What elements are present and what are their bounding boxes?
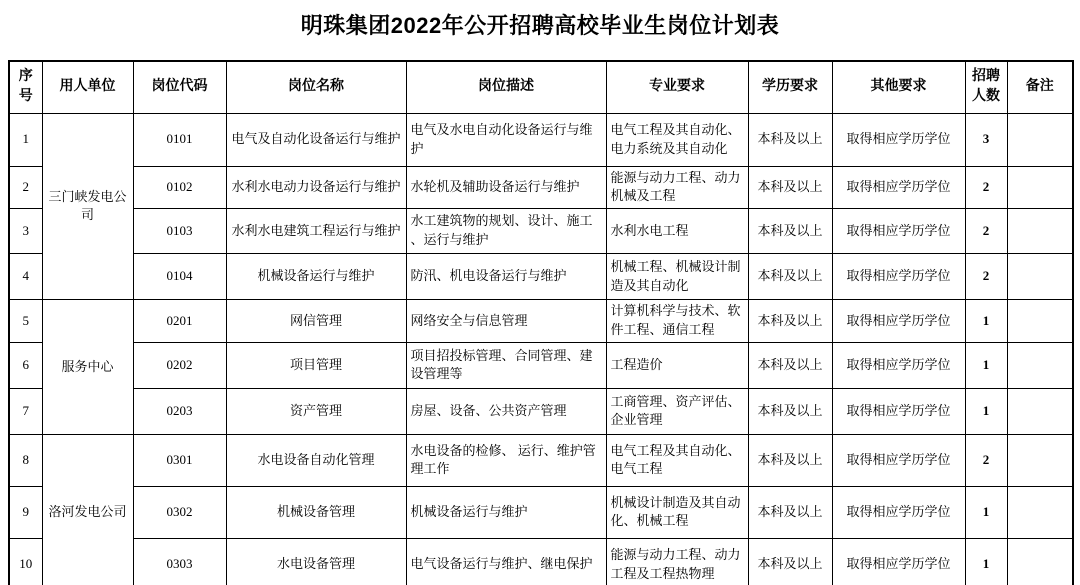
cell-note bbox=[1007, 538, 1073, 585]
cell-name: 机械设备运行与维护 bbox=[226, 254, 406, 300]
table-header-row bbox=[9, 61, 1073, 113]
cell-other: 取得相应学历学位 bbox=[832, 434, 965, 486]
cell-name: 水电设备管理 bbox=[226, 538, 406, 585]
cell-note bbox=[1007, 113, 1073, 166]
cell-name: 项目管理 bbox=[226, 342, 406, 388]
cell-other: 取得相应学历学位 bbox=[832, 342, 965, 388]
cell-name: 水利水电建筑工程运行与维护 bbox=[226, 209, 406, 254]
cell-other: 取得相应学历学位 bbox=[832, 486, 965, 538]
cell-serial: 1 bbox=[9, 113, 42, 166]
cell-code: 0104 bbox=[133, 254, 226, 300]
cell-code: 0202 bbox=[133, 342, 226, 388]
cell-major: 工程造价 bbox=[606, 342, 748, 388]
table-row bbox=[9, 538, 1073, 585]
cell-name: 网信管理 bbox=[226, 300, 406, 343]
cell-major: 能源与动力工程、动力工程及工程热物理 bbox=[606, 538, 748, 585]
cell-major: 计算机科学与技术、软件工程、通信工程 bbox=[606, 300, 748, 343]
cell-education: 本科及以上 bbox=[748, 209, 832, 254]
cell-description: 网络安全与信息管理 bbox=[406, 300, 606, 343]
cell-count: 1 bbox=[965, 388, 1007, 434]
column-header-6: 学历要求 bbox=[748, 61, 832, 113]
column-header-1: 用人单位 bbox=[42, 61, 133, 113]
cell-serial: 8 bbox=[9, 434, 42, 486]
cell-serial: 7 bbox=[9, 388, 42, 434]
cell-employer: 三门峡发电公司 bbox=[42, 113, 133, 300]
cell-other: 取得相应学历学位 bbox=[832, 538, 965, 585]
cell-code: 0103 bbox=[133, 209, 226, 254]
cell-code: 0301 bbox=[133, 434, 226, 486]
cell-serial: 10 bbox=[9, 538, 42, 585]
cell-major: 水利水电工程 bbox=[606, 209, 748, 254]
cell-count: 2 bbox=[965, 434, 1007, 486]
cell-count: 3 bbox=[965, 113, 1007, 166]
cell-other: 取得相应学历学位 bbox=[832, 300, 965, 343]
cell-description: 机械设备运行与维护 bbox=[406, 486, 606, 538]
cell-note bbox=[1007, 342, 1073, 388]
cell-count: 1 bbox=[965, 538, 1007, 585]
cell-major: 电气工程及其自动化、电力系统及其自动化 bbox=[606, 113, 748, 166]
column-header-7: 其他要求 bbox=[832, 61, 965, 113]
column-header-3: 岗位名称 bbox=[226, 61, 406, 113]
cell-count: 2 bbox=[965, 166, 1007, 209]
cell-count: 1 bbox=[965, 342, 1007, 388]
cell-description: 电气设备运行与维护、继电保护 bbox=[406, 538, 606, 585]
cell-count: 1 bbox=[965, 486, 1007, 538]
cell-major: 机械设计制造及其自动化、机械工程 bbox=[606, 486, 748, 538]
cell-education: 本科及以上 bbox=[748, 300, 832, 343]
cell-note bbox=[1007, 209, 1073, 254]
cell-count: 1 bbox=[965, 300, 1007, 343]
cell-major: 能源与动力工程、动力机械及工程 bbox=[606, 166, 748, 209]
cell-note bbox=[1007, 388, 1073, 434]
cell-name: 电气及自动化设备运行与维护 bbox=[226, 113, 406, 166]
cell-code: 0201 bbox=[133, 300, 226, 343]
cell-name: 机械设备管理 bbox=[226, 486, 406, 538]
cell-employer: 服务中心 bbox=[42, 300, 133, 435]
cell-serial: 6 bbox=[9, 342, 42, 388]
cell-other: 取得相应学历学位 bbox=[832, 113, 965, 166]
cell-code: 0102 bbox=[133, 166, 226, 209]
cell-description: 水轮机及辅助设备运行与维护 bbox=[406, 166, 606, 209]
table-row bbox=[9, 166, 1073, 209]
cell-code: 0303 bbox=[133, 538, 226, 585]
cell-note bbox=[1007, 300, 1073, 343]
cell-note bbox=[1007, 166, 1073, 209]
column-header-9: 备注 bbox=[1007, 61, 1073, 113]
cell-count: 2 bbox=[965, 209, 1007, 254]
cell-code: 0302 bbox=[133, 486, 226, 538]
cell-count: 2 bbox=[965, 254, 1007, 300]
recruitment-table bbox=[8, 60, 1074, 585]
cell-education: 本科及以上 bbox=[748, 388, 832, 434]
cell-major: 电气工程及其自动化、电气工程 bbox=[606, 434, 748, 486]
cell-education: 本科及以上 bbox=[748, 166, 832, 209]
cell-other: 取得相应学历学位 bbox=[832, 254, 965, 300]
table-body bbox=[9, 113, 1073, 585]
cell-other: 取得相应学历学位 bbox=[832, 209, 965, 254]
cell-name: 水电设备自动化管理 bbox=[226, 434, 406, 486]
cell-education: 本科及以上 bbox=[748, 113, 832, 166]
cell-serial: 5 bbox=[9, 300, 42, 343]
cell-education: 本科及以上 bbox=[748, 538, 832, 585]
column-header-2: 岗位代码 bbox=[133, 61, 226, 113]
cell-description: 房屋、设备、公共资产管理 bbox=[406, 388, 606, 434]
table-row bbox=[9, 113, 1073, 166]
cell-serial: 2 bbox=[9, 166, 42, 209]
cell-code: 0203 bbox=[133, 388, 226, 434]
cell-note bbox=[1007, 254, 1073, 300]
column-header-0: 序号 bbox=[9, 61, 42, 113]
cell-code: 0101 bbox=[133, 113, 226, 166]
table-row bbox=[9, 486, 1073, 538]
table-row bbox=[9, 300, 1073, 343]
column-header-4: 岗位描述 bbox=[406, 61, 606, 113]
table-row bbox=[9, 209, 1073, 254]
cell-serial: 4 bbox=[9, 254, 42, 300]
cell-serial: 3 bbox=[9, 209, 42, 254]
cell-education: 本科及以上 bbox=[748, 342, 832, 388]
cell-major: 工商管理、资产评估、企业管理 bbox=[606, 388, 748, 434]
column-header-5: 专业要求 bbox=[606, 61, 748, 113]
cell-name: 水利水电动力设备运行与维护 bbox=[226, 166, 406, 209]
cell-name: 资产管理 bbox=[226, 388, 406, 434]
table-row bbox=[9, 254, 1073, 300]
cell-education: 本科及以上 bbox=[748, 254, 832, 300]
cell-description: 水电设备的检修、 运行、维护管理工作 bbox=[406, 434, 606, 486]
cell-other: 取得相应学历学位 bbox=[832, 388, 965, 434]
table-head bbox=[9, 61, 1073, 113]
cell-serial: 9 bbox=[9, 486, 42, 538]
table-row bbox=[9, 434, 1073, 486]
cell-education: 本科及以上 bbox=[748, 434, 832, 486]
cell-note bbox=[1007, 486, 1073, 538]
page-title: 明珠集团2022年公开招聘高校毕业生岗位计划表 bbox=[300, 13, 780, 38]
cell-major: 机械工程、机械设计制造及其自动化 bbox=[606, 254, 748, 300]
cell-employer: 洛河发电公司 bbox=[42, 434, 133, 585]
cell-note bbox=[1007, 434, 1073, 486]
cell-description: 项目招投标管理、合同管理、建设管理等 bbox=[406, 342, 606, 388]
table-row bbox=[9, 342, 1073, 388]
column-header-8: 招聘人数 bbox=[965, 61, 1007, 113]
cell-education: 本科及以上 bbox=[748, 486, 832, 538]
cell-description: 水工建筑物的规划、设计、施工、运行与维护 bbox=[406, 209, 606, 254]
cell-other: 取得相应学历学位 bbox=[832, 166, 965, 209]
cell-description: 防汛、机电设备运行与维护 bbox=[406, 254, 606, 300]
table-row bbox=[9, 388, 1073, 434]
cell-description: 电气及水电自动化设备运行与维护 bbox=[406, 113, 606, 166]
